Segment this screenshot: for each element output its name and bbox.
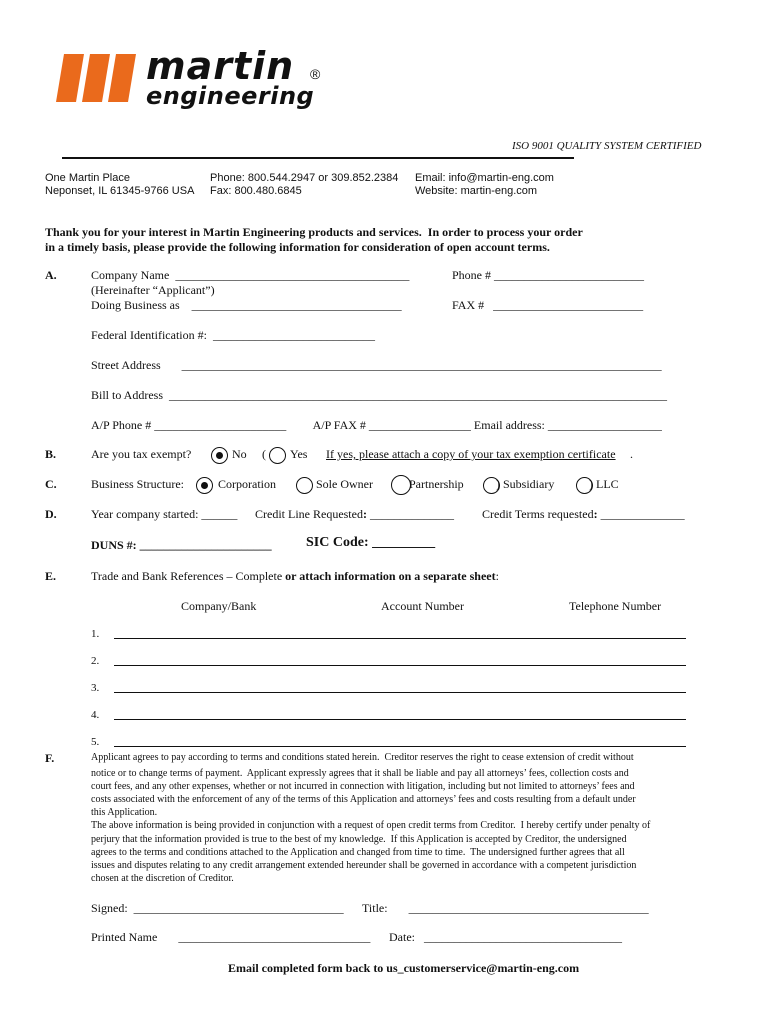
address-line-2: Neponset, IL 61345-9766 USA bbox=[45, 185, 195, 197]
tax-exempt-no-radio[interactable] bbox=[211, 447, 228, 464]
website-info: Website: martin-eng.com bbox=[415, 185, 538, 197]
partnership-radio[interactable] bbox=[391, 475, 411, 495]
phone-info: Phone: 800.544.2947 or 309.852.2384 bbox=[210, 172, 399, 184]
reference-row-line[interactable] bbox=[114, 746, 686, 747]
reference-row-num: 5. bbox=[91, 736, 100, 748]
street-address-field[interactable]: Street Address ________________________________________________________________________________ bbox=[91, 358, 662, 372]
terms-line: Applicant agrees to pay according to terms and conditions stated herein. Creditor reserves the right to cease extension of credit without bbox=[91, 752, 634, 763]
tax-exempt-no-label: No bbox=[232, 447, 247, 461]
reference-row-line[interactable] bbox=[114, 692, 686, 693]
tax-exempt-yes-label: Yes bbox=[290, 447, 308, 461]
hereinafter-label: (Hereinafter “Applicant”) bbox=[91, 283, 215, 297]
reference-row-num: 1. bbox=[91, 628, 100, 640]
martin-logo-mark bbox=[54, 52, 136, 104]
credit-line-blank: ______________ bbox=[366, 507, 454, 521]
sic-code-field[interactable]: SIC Code: _________ bbox=[306, 535, 436, 550]
brand-registered: ® bbox=[310, 66, 321, 82]
credit-terms-field[interactable] bbox=[482, 507, 685, 522]
subsidiary-label: ) Subsidiary bbox=[496, 477, 555, 491]
address-line-1: One Martin Place bbox=[45, 172, 130, 184]
reference-row-line[interactable] bbox=[114, 719, 686, 720]
terms-line: perjury that the information provided is true to the best of my knowledge. If this Application is accepted by Creditor, the undersigned bbox=[91, 834, 627, 845]
reference-row-line[interactable] bbox=[114, 665, 686, 666]
credit-terms-blank: ______________ bbox=[597, 507, 685, 521]
section-b-letter: B. bbox=[45, 447, 57, 461]
section-e-letter: E. bbox=[45, 569, 57, 583]
footer-email-instruction: Email completed form back to us_customerservice@martin-eng.com bbox=[228, 961, 580, 975]
company-name-field[interactable]: Company Name _______________________________________ bbox=[91, 268, 410, 282]
references-intro-c: : bbox=[495, 569, 499, 583]
date-field[interactable]: Date: _________________________________ bbox=[389, 930, 622, 944]
terms-line: issues and disputes relating to any credit arrangement extended hereunder shall be governed in accordance with a competent jurisdiction bbox=[91, 860, 637, 871]
reference-row-num: 3. bbox=[91, 682, 100, 694]
iso-certification: ISO 9001 QUALITY SYSTEM CERTIFIED bbox=[512, 140, 702, 152]
printed-name-field[interactable]: Printed Name ________________________________ bbox=[91, 930, 371, 944]
terms-line: this Application. bbox=[91, 807, 158, 818]
doing-business-as-field[interactable]: Doing Business as ___________________________________ bbox=[91, 298, 402, 312]
tax-exempt-paren: ( bbox=[262, 447, 266, 461]
llc-label: ) LLC bbox=[589, 477, 619, 491]
terms-line: notice or to change terms of payment. Applicant expressly agrees that it shall be liable and pay all attorneys’ fees, collection costs and bbox=[91, 768, 629, 779]
signed-field[interactable]: Signed: ___________________________________ bbox=[91, 901, 344, 915]
sole-owner-radio[interactable] bbox=[296, 477, 313, 494]
credit-terms-colon: : bbox=[593, 507, 598, 521]
tax-exempt-yes-radio[interactable] bbox=[269, 447, 286, 464]
tax-exemption-period: . bbox=[630, 447, 633, 461]
email-info: Email: info@martin-eng.com bbox=[415, 172, 554, 184]
fax-field[interactable]: FAX # _________________________ bbox=[452, 298, 644, 312]
section-a-letter: A. bbox=[45, 268, 57, 282]
terms-line: court fees, and any other expenses, whether or not incurred in connection with litigation, including but not limited to attorneys’ fees and bbox=[91, 781, 635, 792]
ap-contact-fields[interactable]: A/P Phone # ______________________ A/P FAX # _________________ Email address: ___________________ bbox=[91, 418, 662, 432]
reference-row-num: 4. bbox=[91, 709, 100, 721]
section-c-letter: C. bbox=[45, 477, 57, 491]
reference-row-num: 2. bbox=[91, 655, 100, 667]
intro-line-2: in a timely basis, please provide the following information for consideration of open account terms. bbox=[45, 240, 550, 254]
col-account-number: Account Number bbox=[381, 599, 464, 613]
terms-line: agrees to the terms and conditions attached to the Application and changed from time to time. The undersigned further agrees that all bbox=[91, 847, 625, 858]
brand-name: martin bbox=[146, 44, 295, 88]
sole-owner-label: Sole Owner bbox=[316, 477, 373, 491]
duns-field[interactable]: DUNS #: ______________________ bbox=[91, 538, 272, 552]
year-started-field[interactable]: Year company started: ______ bbox=[91, 507, 238, 521]
business-structure-label: Business Structure: bbox=[91, 477, 184, 491]
credit-terms-label: Credit Terms requested bbox=[482, 507, 594, 521]
bill-to-address-field[interactable]: Bill to Address ___________________________________________________________________________________ bbox=[91, 388, 668, 402]
references-intro bbox=[91, 569, 499, 584]
references-intro-b: or attach information on a separate sheet bbox=[285, 569, 496, 583]
intro-line-1: Thank you for your interest in Martin Engineering products and services. In order to process your order bbox=[45, 225, 583, 239]
reference-row-line[interactable] bbox=[114, 638, 686, 639]
title-field[interactable]: Title: ________________________________________ bbox=[362, 901, 649, 915]
credit-line-colon: : bbox=[362, 507, 367, 521]
credit-line-label: Credit Line Requested bbox=[255, 507, 363, 521]
header-rule bbox=[62, 157, 574, 159]
tax-exempt-question: Are you tax exempt? bbox=[91, 447, 192, 461]
partnership-label: Partnership bbox=[409, 477, 464, 491]
credit-line-field[interactable] bbox=[255, 507, 454, 522]
section-f-letter: F. bbox=[45, 751, 55, 765]
fax-info: Fax: 800.480.6845 bbox=[210, 185, 302, 197]
col-telephone-number: Telephone Number bbox=[569, 599, 662, 613]
references-intro-a: Trade and Bank References – Complete bbox=[91, 569, 286, 583]
terms-line: The above information is being provided in conjunction with a request of open credit terms from Creditor. I hereby certify under penalty of bbox=[91, 820, 651, 831]
phone-field[interactable]: Phone # _________________________ bbox=[452, 268, 644, 282]
terms-line: costs associated with the enforcement of any of the terms of this Application and attorneys’ fees and costs resulting from a default under bbox=[91, 794, 636, 805]
corporation-label: Corporation bbox=[218, 477, 276, 491]
terms-line: chosen at the discretion of Creditor. bbox=[91, 873, 234, 884]
corporation-radio[interactable] bbox=[196, 477, 213, 494]
col-company-bank: Company/Bank bbox=[181, 599, 257, 613]
federal-id-field[interactable]: Federal Identification #: ___________________________ bbox=[91, 328, 375, 342]
brand-sub: engineering bbox=[146, 82, 315, 110]
tax-exemption-note: If yes, please attach a copy of your tax exemption certificate bbox=[326, 447, 616, 461]
section-d-letter: D. bbox=[45, 507, 57, 521]
